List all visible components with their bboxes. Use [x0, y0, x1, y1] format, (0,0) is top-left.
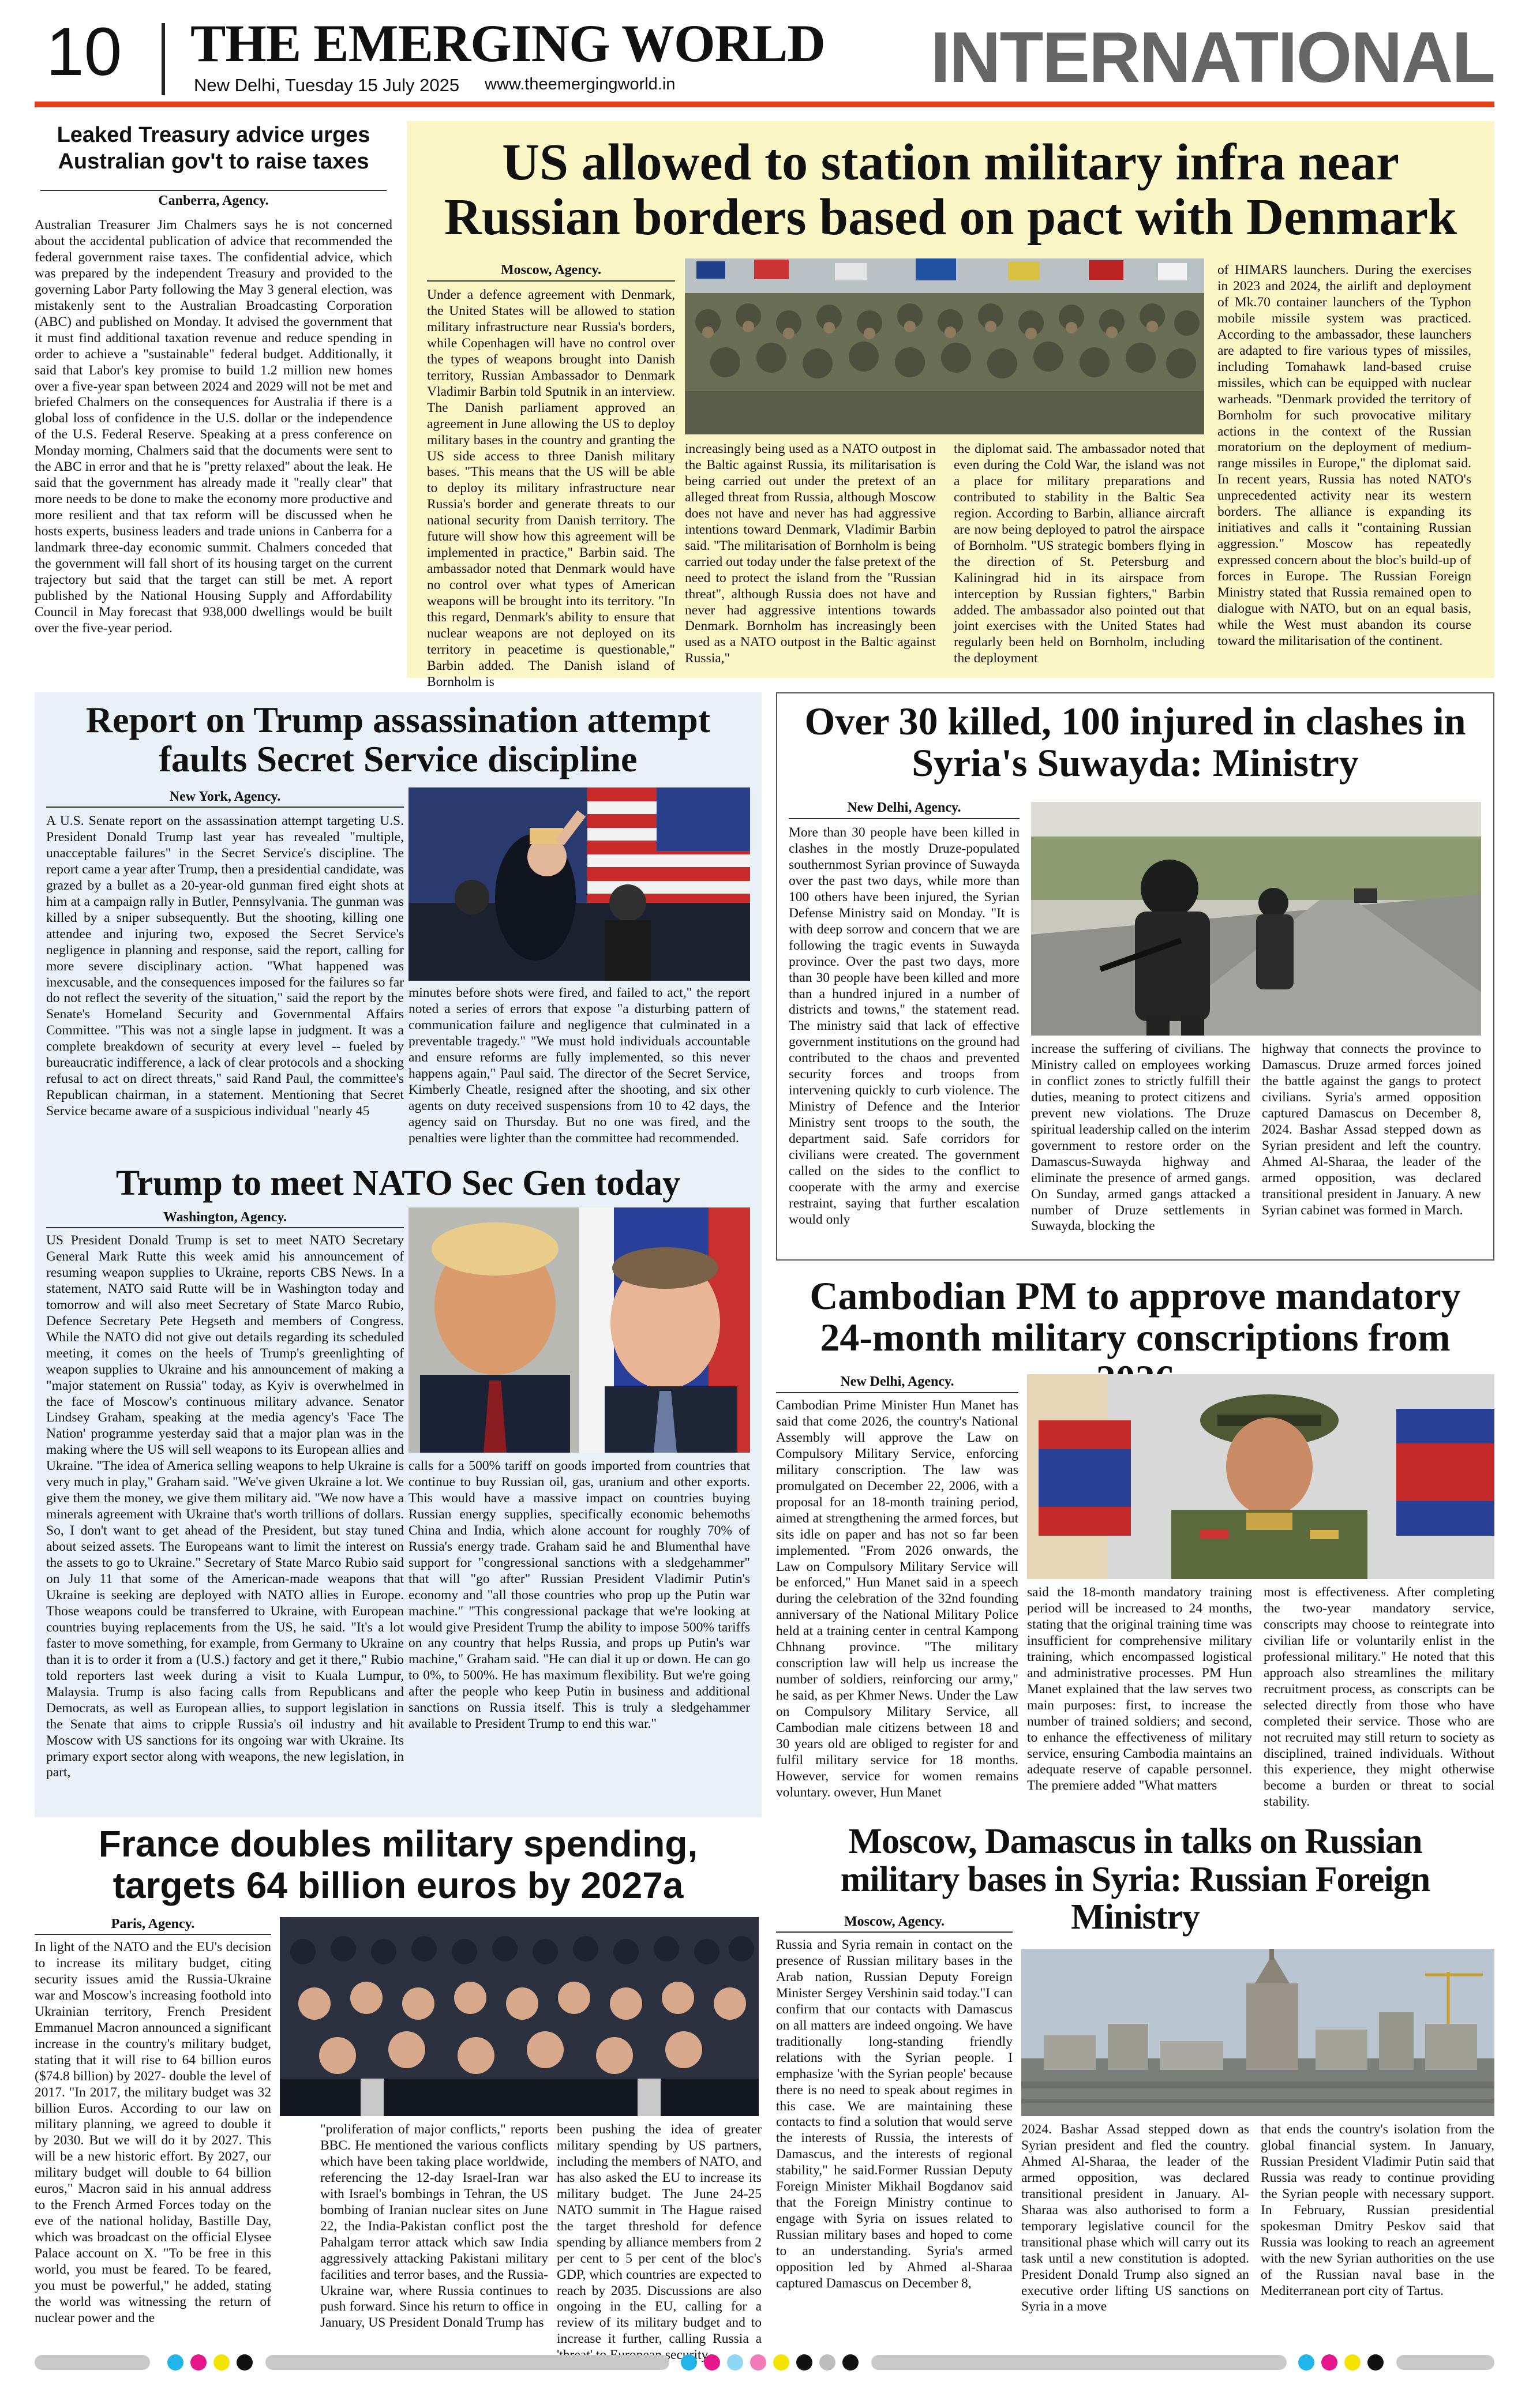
- black-dot: [237, 2354, 253, 2371]
- headline: Over 30 killed, 100 injured in clashes in Syria's Suwayda: Ministry: [804, 699, 1466, 785]
- grey-dot: [819, 2354, 835, 2371]
- headline: France doubles military spending, targets 64 billion euros by 2027a: [98, 1823, 698, 1907]
- column-3: the diplomat said. The ambassador noted that even during the Cold War, the island was not a place for military preparations and contributed to stability in the Baltic Sea region. According to Barbin, alliance aircraft are now being deployed to patrol the airspace of Bornholm. "US strategic bombers flying in the direction of St. Petersburg and Kaliningrad hid in its airspace from interception by Russian fighters," Barbin added. The ambassador also pointed out that joint exercises with the United States had regularly been held on Bornholm, including the deployment: [954, 441, 1205, 666]
- footer-bar-segment: [265, 2355, 669, 2370]
- yellow-dot: [213, 2354, 230, 2371]
- column-1: Cambodian Prime Minister Hun Manet has said that come 2026, the country's National Assembly will approve the Law on Compulsory Military Service, enforcing military conscription. The law was promulgated on December 22, 2006, with a proposal for an 18-month training period, aimed at strengthening the armed forces, but sits idle on paper and has not so far been implemented. "From 2026 onwards, the Law on Compulsory Military Service will be enforced," Hun Manet said in a speech during the celebration of the 32nd founding anniversary of the National Military Police held at a training center in central Kampong Chhnang province. "The military conscription law will help us increase the number of soldiers, reinforcing our army," he said, as per Khmer News. Under the Law on Compulsory Military Service, all Cambodian male citizens between 18 and 30 years old are obliged to register for and fulfil military service for 18 months. However, service for women remains voluntary. owever, Hun Manet: [776, 1398, 1018, 1800]
- column-3: been pushing the idea of greater military spending by US partners, including the members of NATO, and has also asked the EU to increase its military budget. The June 24-25 NATO summit in The Hague raised the target threshold for defence spending by alliance members from 2 per cent to 5 per cent of the bloc's GDP, which countries are expected to reach by 2035. Discussions are also ongoing in the EU, calling for a review of its military budget and to increase it further, calling Russia a: [557, 2122, 762, 2347]
- headline: Moscow, Damascus in talks on Russian military bases in Syria: Russian Foreign Ministry: [840, 1822, 1430, 1937]
- byline-rule: [789, 818, 1020, 819]
- byline: Canberra, Agency.: [158, 193, 269, 208]
- column-2: 2024. Bashar Assad stepped down as Syrian president and fled the country. Ahmed Al-Sharaa, the leader of the armed opposition, was declared transitional president in January. Al-Sharaa was also authorised to form a temporary legislative council for the transitional phase which will carry out its task until a new constitution is adopted. President Donald Trump also signed an executive order lifting US sanctions on Syria in a move: [1021, 2122, 1249, 2315]
- column-1: In light of the NATO and the EU's decision to increase its military budget, citing security issues amid the Russia-Ukraine war and Moscow's increasing foothold into Ukrainian territory, French President Emmanuel Macron announced a significant increase in the country's military budget, stating that it will rise to 64 billion euros ($74.8 billion) by 2027- double the level of 2017. "In 2017, the military budget was 32 billion Euros. According to our law on military planning, we agreed to double it by 2030. But we will do it by 2027. This will be a new historic effort. By 2027, our military budget will double to 64 billion euros," Macron said in his annual address to the French Armed Forces today on the eve of the national holiday, Bastille Day, which was broadcast on the official Elysee Palace account on X. "To be free in this world, you must be feared. To be feared, you must be powerful," he added, stating the world was witnessing the return of nuclear power and the: [35, 1940, 271, 2326]
- moscow-skyline-photo-image: [1021, 1949, 1494, 2116]
- website-link[interactable]: www.theemergingworld.in: [485, 75, 676, 93]
- headline: Leaked Treasury advice urges Australian gov't to raise taxes: [57, 123, 370, 174]
- masthead-rule: [35, 102, 1494, 107]
- article-nato: [35, 1162, 762, 1817]
- article-treasury: [35, 118, 392, 695]
- rally-photo: [409, 787, 750, 981]
- soldiers-photo: [685, 258, 1204, 434]
- byline-rule: [35, 1934, 271, 1935]
- article-moscow-damascus: [776, 1823, 1494, 2348]
- column-2: "proliferation of major conflicts," reports BBC. He mentioned the various conflicts which have been taking place worldwide, referencing the 12-day Israel-Iran war with Israel's bombings in Tehran, the US bombing of Iranian nuclear sites on June 22, the India-Pakistan conflict post the Pahalgam terror attack which saw India aggressively attacking Pakistani military facilities and terror bases, and the Russia-Ukraine war, where Russia continues to push forward. Since his return to office in January, US President Donald Trump has: [320, 2122, 548, 2331]
- trump-rutte-photo: [409, 1207, 750, 1453]
- trump-rutte-photo-image: [409, 1207, 750, 1453]
- byline: Washington, Agency.: [163, 1210, 287, 1225]
- soldiers-photo-image: [685, 258, 1204, 434]
- column-2: increasingly being used as a NATO outpost in the Baltic against Russia, its militarisation is being carried out under the pretext of an alleged threat from Russia, although Moscow does not have and never has had aggressive intentions toward Denmark, Vladimir Barbin said. "The militarisation of Bornholm is being carried out today under the false pretext of the need to protect the island from the "Russian threat", although Russia does not have and never had aggressive intentions towards Denmark. Bornholm has increasingly been used as a NATO outpost in the Baltic against Russia,": [685, 441, 936, 666]
- rally-photo-image: [409, 787, 750, 981]
- article-france: [35, 1823, 762, 2348]
- macron-troops-photo-image: [280, 1917, 759, 2116]
- dateline: New Delhi, Tuesday 15 July 2025: [194, 75, 460, 95]
- macron-troops-photo: [280, 1917, 759, 2116]
- byline: New Delhi, Agency.: [840, 1374, 954, 1389]
- footer-bar-segment: [871, 2355, 1287, 2370]
- article-body: Australian Treasurer Jim Chalmers says he is not concerned about the accidental publication of advice that recommended the federal government raise taxes. The confidential advice, which was prepared by the independent Treasury and provided to the governing Labor Party following the May 3 general election, was mistakenly sent to the Australian Broadcasting Corporation (ABC) and published on Monday. It advised the government that it must find additional taxation revenue and reduce spending in order to achieve a "sustainable" federal budget. Additionally, it said that Labor's key promise to build 1.2 million new homes over a five-year span between 2024 and 2029 will not be met and briefed Chalmers on the consequences for Australia if there is a global loss of confidence in the U.S. dollar or the independence of the U.S. Federal Reserve. Speaking at a press conference on Monday morning, Chalmers said that the documents were sent to the ABC in error and that he is "pretty relaxed" about the leak. He said that the government has already made it "really clear" that more needs to be done to make the economy more productive and more resilient and that tax reform will be discussed when he hosts experts, business leaders and trade unions in Canberra for a landmark three-day economic summit. Chalmers conceded that the government will fall short of its housing target on the current trajectory but said that the target can still be met. A report published by the National Housing Supply and Affordability Council in May forecast that 938,000 dwellings would be built over the five-year period.: [35, 217, 392, 636]
- byline-rule: [46, 1227, 404, 1228]
- section-title: INTERNATIONAL: [930, 18, 1494, 97]
- headline: Report on Trump assassination attempt faults Secret Service discipline: [85, 699, 711, 779]
- column-3: highway that connects the province to Damascus. Druze armed forces joined the battle against the gangs to protect civilians. Syria's armed opposition captured Damascus on December 8, 2024. Bashar Assad stepped down as Syrian president and left the country. Ahmed Al-Sharaa, the leader of the armed opposition, was declared transitional president in January. A new Syrian cabinet was formed in March.: [1262, 1041, 1481, 1218]
- magenta-dot: [704, 2354, 720, 2371]
- column-2: said the 18-month mandatory training period will be increased to 24 months, stating that the original training time was insufficient for comprehensive military training, which encompassed logistical and administrative processes. PM Hun Manet explained that the law serves two main purposes: first, to increase the number of trained soldiers; and second, to enhance the effectiveness of military service, ensuring Cambodia maintains an adequate reserve of capable personnel. The premiere added "What matters: [1027, 1585, 1252, 1794]
- article-denmark: [407, 121, 1494, 689]
- article-trump-report: [35, 692, 762, 1162]
- column-3: most is effectiveness. After completing the two-year mandatory service, conscripts may choose to reintegrate into civilian life or voluntarily enlist in the professional military." He noted that this approach also streamlines the military recruitment process, as conscripts can be selected directly from those who have completed their service. Those who are not recruited may still return to society as disciplined, trained individuals. Without this experience, they might otherwise become a burden or threat to social stability.: [1264, 1585, 1494, 1810]
- byline: Moscow, Agency.: [501, 262, 601, 277]
- magenta-dot: [190, 2354, 207, 2371]
- hun-manet-photo-image: [1027, 1374, 1494, 1579]
- byline: Moscow, Agency.: [844, 1914, 945, 1929]
- yellow-dot: [1344, 2354, 1361, 2371]
- column-2: increase the suffering of civilians. The Ministry called on employees working in conflict zones to strictly fulfill their duties, meaning to protect citizens and prevent new violations. The Druze spiritual leadership called on the interim government to restore order on the Damascus-Suwayda highway and eliminate the presence of armed gangs. On Sunday, armed gangs attacked a number of Druze settlements in Suwayda, blocking the: [1031, 1041, 1250, 1234]
- column-1: A U.S. Senate report on the assassination attempt targeting U.S. President Donald Trump last year has revealed "multiple, unacceptable failures" in the Secret Service's discipline. The report came a year after Trump, then a presidential candidate, was grazed by a bullet as a 20-year-old gunman fired eight shots at him at a campaign rally in Butler, Pennsylvania. The gunman was killed by a sniper subsequently. But the shooting, killing one attendee and injuring two, exposed the Secret Service's negligence in planning and response, said the report, calling for more severe disciplinary action. "What happened was inexcusable, and the consequences imposed for the failures so far do not reflect the severity of the situation," said the report by the Senate's Homeland Security and Governmental Affairs Committee. "This was not a single lapse in judgment. It was a complete breakdown of security at every level -- fueled by bureaucratic indifference, a lack of clear protocols and a shocking refusal to act on direct threats," said Rand Paul, the committee's Republican chairman, in a statement. Mentioning that Secret Service became aware of a suspicious individual "nearly 45: [46, 813, 404, 1119]
- byline-rule: [46, 807, 404, 808]
- byline: Paris, Agency.: [111, 1916, 195, 1931]
- column-2: minutes before shots were fired, and failed to act," the report noted a series of errors that expose "a disturbing pattern of communication failure and negligence that culminated in a preventable tragedy." "We must hold individuals accountable and ensure reforms are fully implemented, so this never happens again," Paul said. The director of the Secret Service, Kimberly Cheatle, resigned after the shooting, and six other agents on duty received suspensions from 10 to 42 days, the agency said on Thursday. But no one was fired, and the penalties were lighter than the committee had recommended.: [409, 985, 750, 1146]
- column-1: US President Donald Trump is set to meet NATO Secretary General Mark Rutte this week amid his announcement of resuming weapon supplies to Ukraine, reports CBS News. In a statement, NATO said Rutte will be in Washington today and tomorrow and will also meet Secretary of State Marco Rubio, Defence Secretary Pete Hegseth and members of Congress. While the NATO did not give out details regarding its scheduled meeting, it comes on the heels of Trump's greenlighting of weapon supplies to Ukraine and his announcement of making a "major statement on Russia" today, as Kyiv is overwhelmed in the face of Moscow's continuous military advance. Senator Lindsey Graham, speaking at the media agency's 'Face The Nation' programme yesterday said that a major plan was in the making where the US will sell weapons to its European allies and Ukraine. "The idea of America selling weapons to help Ukraine is very much in play," Graham said. "We've given Ukraine a lot. We give them the money, we give them military aid. "We now have a minerals agreement with Ukraine that's worth trillions of dollars. So, I don't want to get ahead of the President, but stay tuned about seized assets. The Europeans want to limit the interest on the assets to go to Ukraine." Secretary of State Marco Rubio said on July 11 that some of the American-made weapons that Ukraine is seeking are deployed with NATO allies in Europe. Those weapons could be transferred to Ukraine, with European countries buying replacements from the US, he said. "It's a lot faster to move something, for example, from Germany to Ukraine than it is to order it from a (U.S.) factory and get it there," Rubio told reporters last week during a visit to Kuala Lumpur, Malaysia. Trump is also facing calls from Republicans and Democrats, as well as European allies, to support legislation in the Senate that aims to cripple Russia's oil industry and hit Moscow with US sanctions for its ongoing war with Ukraine. Its primary export sector along with weapons, the new legislation, in part,: [46, 1233, 404, 1780]
- masthead-divider: [162, 23, 165, 95]
- column-3: that ends the country's isolation from the global financial system. In January, Russian President Vladimir Putin said that Russia was ready to continue providing the Syrian people with necessary support. In February, Russian presidential spokesman Dmitry Peskov said that Russia was looking to reach an agreement with the new Syrian authorities on the use of the Russian naval base in the Mediterranean port city of Tartus.: [1261, 2122, 1494, 2298]
- paper-name: THE EMERGING WORLD: [190, 14, 825, 73]
- yellow-dot: [773, 2354, 789, 2371]
- page-number: 10: [46, 14, 122, 90]
- column-1: Under a defence agreement with Denmark, the United States will be allowed to station military infrastructure near Russia's borders, while Copenhagen will have no control over the types of weapons brought into Danish territory, Russian Ambassador to Denmark Vladimir Barbin told Sputnik in an interview. The Danish parliament approved an agreement in June allowing the US to deploy military bases in the country and granting the US side access to three Danish military bases. "This means that the US will be able to deploy its military infrastructure near Russia's border and generate threats to our national security from Danish territory. The future will show how this agreement will be implemented in practice," Barbin said. The ambassador noted that Denmark would have no control over what types of American weapons will be brought into its territory. "In this regard, Denmark's ability to ensure that nuclear weapons are not deployed on its territory in peacetime is questionable," Barbin added. The Danish island of Bornholm is: [427, 287, 675, 689]
- column-1: More than 30 people have been killed in clashes in the mostly Druze-populated southernmost Syrian province of Suwayda over the past two days, while more than 100 others have been injured, the Syrian Defense Ministry said on Monday. "It is with deep sorrow and concern that we are following the tragic events in Suwayda province. Over the past two days, more than 30 people have been killed and more than a hundred injured in a number of districts and towns," the statement read. The ministry said that lack of effective government institutions on the ground had contributed to the chaos and prevented security forces and troops from intervening quickly to curb violence. The Ministry of Defence and the Interior Ministry sent troops to the south, the department said. Safe corridors for civilians were created. The government called on the sides to the conflict to cooperate with the army and exercise restraint, saying that further escalation would only: [789, 825, 1020, 1227]
- headline: Trump to meet NATO Sec Gen today: [115, 1164, 681, 1203]
- moscow-skyline-photo: [1021, 1949, 1494, 2116]
- cyan-dot: [681, 2354, 697, 2371]
- black-dot: [1367, 2354, 1384, 2371]
- article-syria: [776, 692, 1494, 1261]
- suwayda-photo: [1031, 802, 1481, 1036]
- footer-bar-segment: [35, 2355, 150, 2370]
- hun-manet-photo: [1027, 1374, 1494, 1579]
- column-1: Russia and Syria remain in contact on the presence of Russian military bases in the Arab nation, Russian Deputy Foreign Minister Sergey Vershinin said today."I can confirm that our contacts with Damascus on all matters are indeed ongoing. We have traditionally long-standing friendly relations with the Syrian people. I emphasize 'with the Syrian people' because there is no need to speak about regimes in this case. We are maintaining these contacts to find a solution that would serve the interests of Russia, the interests of Damascus, and the interests of regional stability," he said.Former Russian Deputy Foreign Minister Mikhail Bogdanov said that the Foreign Ministry continue to engage with Syria on issues related to Russian military bases and hoped to come to an understanding. Syria's armed opposition led by Ahmed al-Sharaa captured Damascus on December 8,: [776, 1937, 1013, 2291]
- byline: New York, Agency.: [169, 789, 281, 804]
- magenta-dot: [750, 2354, 766, 2371]
- black-dot: [796, 2354, 812, 2371]
- footer-bar-segment: [1396, 2355, 1494, 2370]
- column-4: of HIMARS launchers. During the exercises in 2023 and 2024, the airlift and deployment of Mk.70 container launchers of the Typhon mobile missile system was practiced. According to the ambassador, these launchers are adapted to fire various types of missiles, including Tomahawk land-based cruise missiles, which can be equipped with nuclear warheads. "Denmark provided the territory of Bornholm for such provocative military actions in the context of the Russian moratorium on the deployment of medium-range missiles in Europe," the diplomat said. In recent years, Russia has noted NATO's unprecedented activity near its western borders. The alliance is expanding its initiatives and calls it "containing Russian aggression." Moscow has repeatedly expressed concern about the bloc's build-up of forces in Europe. The Russian Foreign Ministry stated that Russia remained open to dialogue with NATO, but on an equal basis, while the West must abandon its course toward the militarisation of the continent.: [1217, 262, 1471, 648]
- headline-rule: [40, 190, 387, 191]
- column-2: calls for a 500% tariff on goods imported from countries that continue to buy Russian oil, gas, uranium and other exports. This would have a massive impact on countries buying Russian energy supplies, specifically economic behemoths China and India, which alone account for roughly 70% of Russia's energy trade. Graham said he and Blumenthal have support for "congressional sanctions with a sledgehammer" that will "go after" Russian President Vladimir Putin's economy and "all those countries who prop up the Putin war machine." "This congressional package that we're looking at would give President Trump the ability to impose 500% tariffs on any country that helps Russia, and props up Putin's war machine," Graham said. "He can dial it up or down. He can go to 0%, to 500%. He has maximum flexibility. But we're going after the people who keep Putin in business and additional sanctions on Russia itself. This is truly a sledgehammer available to President Trump to end this war.": [409, 1458, 750, 1732]
- byline-rule: [776, 1392, 1018, 1393]
- black-dot: [842, 2354, 859, 2371]
- article-cambodia: [776, 1275, 1494, 1814]
- headline: US allowed to station military infra near Russian borders based on pact with Denmark: [444, 134, 1457, 246]
- magenta-dot: [1321, 2354, 1337, 2371]
- headline: Cambodian PM to approve mandatory 24-month military conscriptions from: [810, 1274, 1461, 1360]
- suwayda-photo-image: [1031, 802, 1481, 1036]
- cyan-dot: [167, 2354, 183, 2371]
- byline: New Delhi, Agency.: [847, 800, 961, 815]
- byline-rule: [427, 280, 675, 282]
- cyan-dot: [1298, 2354, 1314, 2371]
- cyan-dot: [727, 2354, 743, 2371]
- byline-rule: [776, 1931, 1013, 1933]
